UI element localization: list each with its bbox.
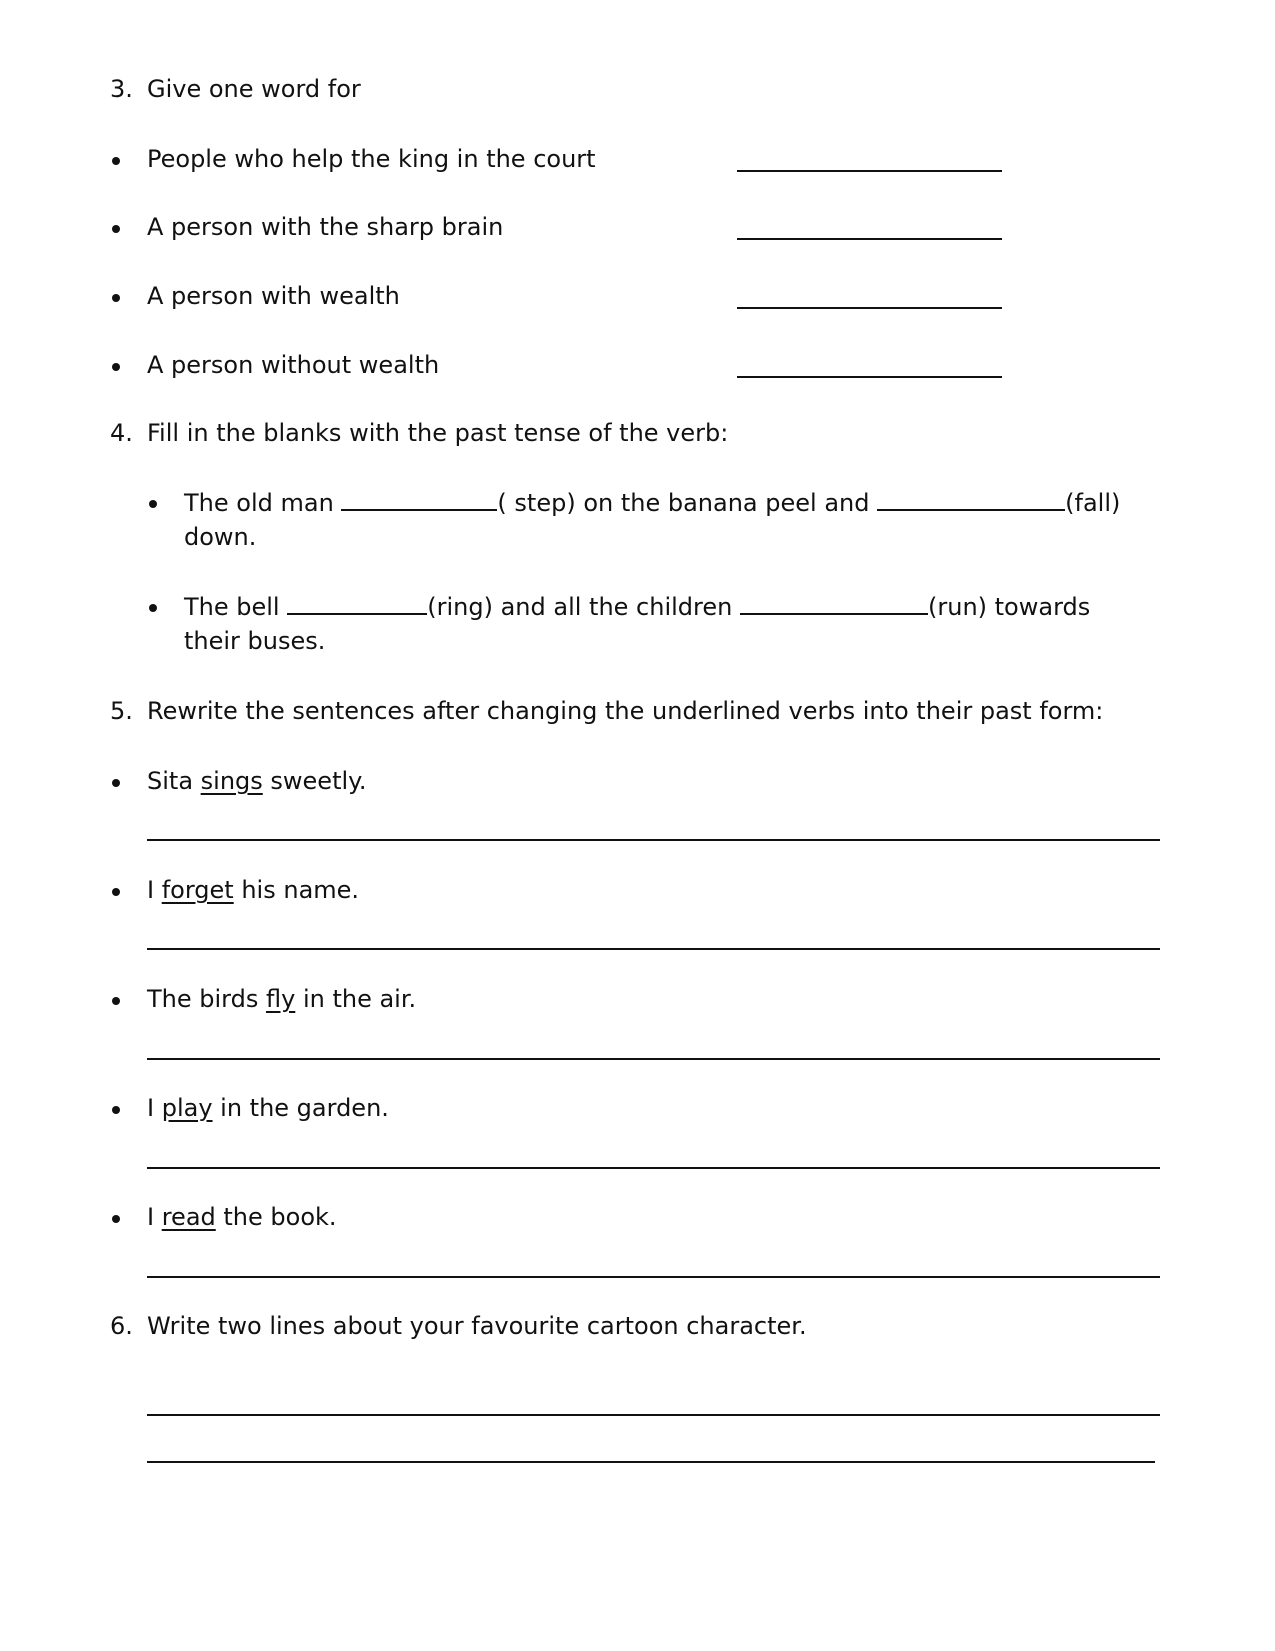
- q5-sentence-2-verb: forget: [161, 876, 234, 904]
- q5-sentence-3: [147, 984, 416, 1014]
- q3-answer-line-3[interactable]: [737, 307, 1002, 309]
- q5-sentence-2-post: his name.: [233, 876, 360, 904]
- question-6-number: 6.: [110, 1312, 133, 1340]
- q5-answer-line-1[interactable]: [147, 839, 1160, 841]
- q4-item-2-text-b: (ring) and all the children: [427, 593, 733, 621]
- question-5-number: 5.: [110, 697, 133, 725]
- q4-item-2-blank-2[interactable]: [740, 591, 928, 615]
- question-5-prompt: Rewrite the sentences after changing the underlined verbs into their past form:: [147, 697, 1104, 725]
- q3-item-4: A person without wealth: [147, 351, 440, 379]
- q4-item-1-blank-1[interactable]: [341, 487, 497, 511]
- q4-item-2-line-1: [184, 591, 1090, 622]
- q4-item-1-line-2: down.: [184, 523, 257, 551]
- q4-item-1-text-b: ( step) on the banana peel and: [497, 489, 870, 517]
- q4-item-1-text-c: (fall): [1065, 489, 1121, 517]
- q4-item-1-blank-2[interactable]: [877, 487, 1065, 511]
- bullet-icon: [149, 604, 157, 612]
- q5-sentence-1-pre: Sita: [147, 767, 201, 795]
- question-3-number: 3.: [110, 75, 133, 103]
- q3-item-1: People who help the king in the court: [147, 145, 596, 173]
- q5-sentence-4-verb: play: [161, 1094, 213, 1122]
- q5-sentence-3-post: in the air.: [295, 985, 417, 1013]
- question-4-prompt: Fill in the blanks with the past tense of the verb:: [147, 419, 729, 447]
- bullet-icon: [112, 888, 120, 896]
- q4-item-2-text-c: (run) towards: [928, 593, 1091, 621]
- question-4-number: 4.: [110, 419, 133, 447]
- q5-sentence-5-verb: read: [161, 1203, 216, 1231]
- q5-sentence-1-verb: sings: [200, 767, 263, 795]
- q3-item-3: A person with wealth: [147, 282, 400, 310]
- q4-item-2-text-a: The bell: [184, 593, 280, 621]
- q5-answer-line-5[interactable]: [147, 1276, 1160, 1278]
- q5-answer-line-3[interactable]: [147, 1058, 1160, 1060]
- q5-sentence-2-pre: I: [147, 876, 162, 904]
- bullet-icon: [112, 1215, 120, 1223]
- bullet-icon: [112, 157, 120, 165]
- q5-sentence-4-pre: I: [147, 1094, 162, 1122]
- q6-answer-line-1[interactable]: [147, 1414, 1160, 1416]
- q5-sentence-1: [147, 766, 367, 796]
- bullet-icon: [112, 225, 120, 233]
- q3-answer-line-4[interactable]: [737, 376, 1002, 378]
- bullet-icon: [112, 997, 120, 1005]
- q3-answer-line-1[interactable]: [737, 170, 1002, 172]
- q5-sentence-5-pre: I: [147, 1203, 162, 1231]
- bullet-icon: [149, 500, 157, 508]
- bullet-icon: [112, 1106, 120, 1114]
- q3-answer-line-2[interactable]: [737, 238, 1002, 240]
- bullet-icon: [112, 779, 120, 787]
- q4-item-2-blank-1[interactable]: [287, 591, 427, 615]
- q6-answer-line-2[interactable]: [147, 1461, 1155, 1463]
- q5-sentence-4-post: in the garden.: [212, 1094, 389, 1122]
- q5-answer-line-4[interactable]: [147, 1167, 1160, 1169]
- bullet-icon: [112, 363, 120, 371]
- q3-item-2: A person with the sharp brain: [147, 213, 504, 241]
- q5-sentence-5-post: the book.: [215, 1203, 337, 1231]
- q5-sentence-2: [147, 875, 359, 905]
- q5-sentence-1-post: sweetly.: [262, 767, 367, 795]
- q5-sentence-3-pre: The birds: [147, 985, 266, 1013]
- q4-item-2-line-2: their buses.: [184, 627, 326, 655]
- q4-item-1-text-a: The old man: [184, 489, 334, 517]
- question-3-prompt: Give one word for: [147, 75, 361, 103]
- q5-sentence-5: [147, 1202, 337, 1232]
- question-6-prompt: Write two lines about your favourite cartoon character.: [147, 1312, 807, 1340]
- q5-answer-line-2[interactable]: [147, 948, 1160, 950]
- bullet-icon: [112, 294, 120, 302]
- q5-sentence-3-verb: fly: [265, 985, 296, 1013]
- q5-sentence-4: [147, 1093, 389, 1123]
- q4-item-1-line-1: [184, 487, 1120, 518]
